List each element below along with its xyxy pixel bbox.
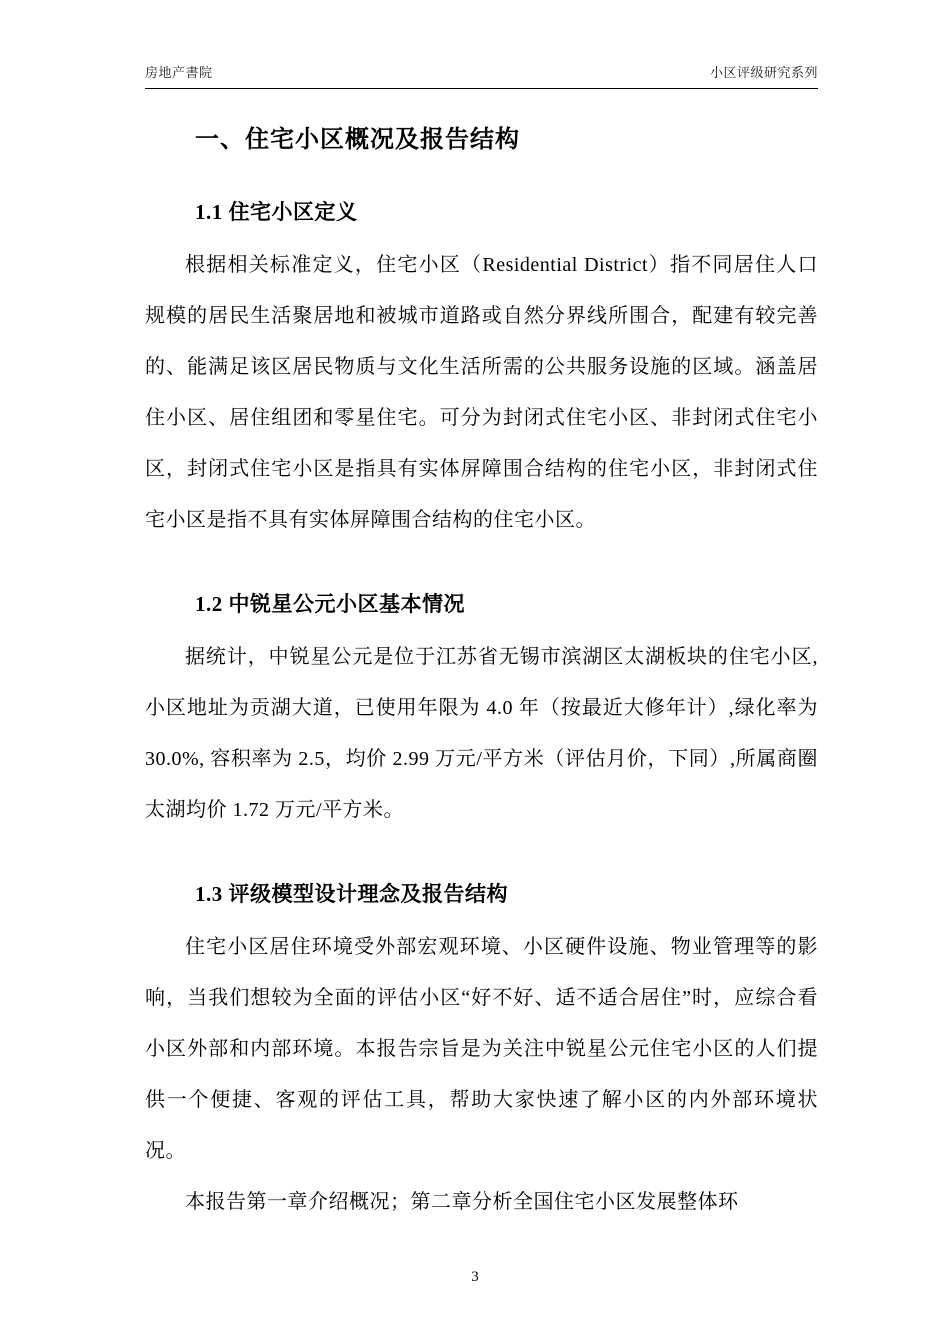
header-left-text: 房地产書院	[145, 65, 213, 80]
chapter-title: 一、住宅小区概况及报告结构	[195, 127, 520, 153]
section-heading-1-2: 1.2 中锐星公元小区基本情况	[195, 592, 465, 616]
section-heading-1-3: 1.3 评级模型设计理念及报告结构	[195, 882, 508, 906]
page-header	[145, 62, 818, 89]
page-number: 3	[471, 1269, 479, 1285]
section-1-3-paragraph-1: 住宅小区居住环境受外部宏观环境、小区硬件设施、物业管理等的影响，当我们想较为全面的评估小区“好不好、适不适合居住”时，应综合看小区外部和内部环境。本报告宗旨是为关注中锐星公元住宅小区的人们提供一个便捷、客观的评估工具，帮助大家快速了解小区的内外部环境状况。	[145, 936, 818, 1162]
section-1-3-paragraph-2: 本报告第一章介绍概况；第二章分析全国住宅小区发展整体环	[185, 1191, 739, 1213]
section-1-2-paragraph: 据统计，中锐星公元是位于江苏省无锡市滨湖区太湖板块的住宅小区,小区地址为贡湖大道，已使用年限为 4.0 年（按最近大修年计）,绿化率为 30.0%, 容积率为 2.5，均价 2.99 万元/平方米（评估月价，下同）,所属商圈太湖均价 1.72 万元/平方米。	[145, 646, 818, 821]
section-1-1-paragraph: 根据相关标准定义，住宅小区（Residential District）指不同居住人口规模的居民生活聚居地和被城市道路或自然分界线所围合，配建有较完善的、能满足该区居民物质与文化生活所需的公共服务设施的区域。涵盖居住小区、居住组团和零星住宅。可分为封闭式住宅小区、非封闭式住宅小区，封闭式住宅小区是指具有实体屏障围合结构的住宅小区，非封闭式住宅小区是指不具有实体屏障围合结构的住宅小区。	[145, 254, 818, 531]
header-right-text: 小区评级研究系列	[709, 65, 818, 80]
section-heading-1-1: 1.1 住宅小区定义	[195, 200, 358, 224]
page-footer	[0, 1269, 950, 1286]
